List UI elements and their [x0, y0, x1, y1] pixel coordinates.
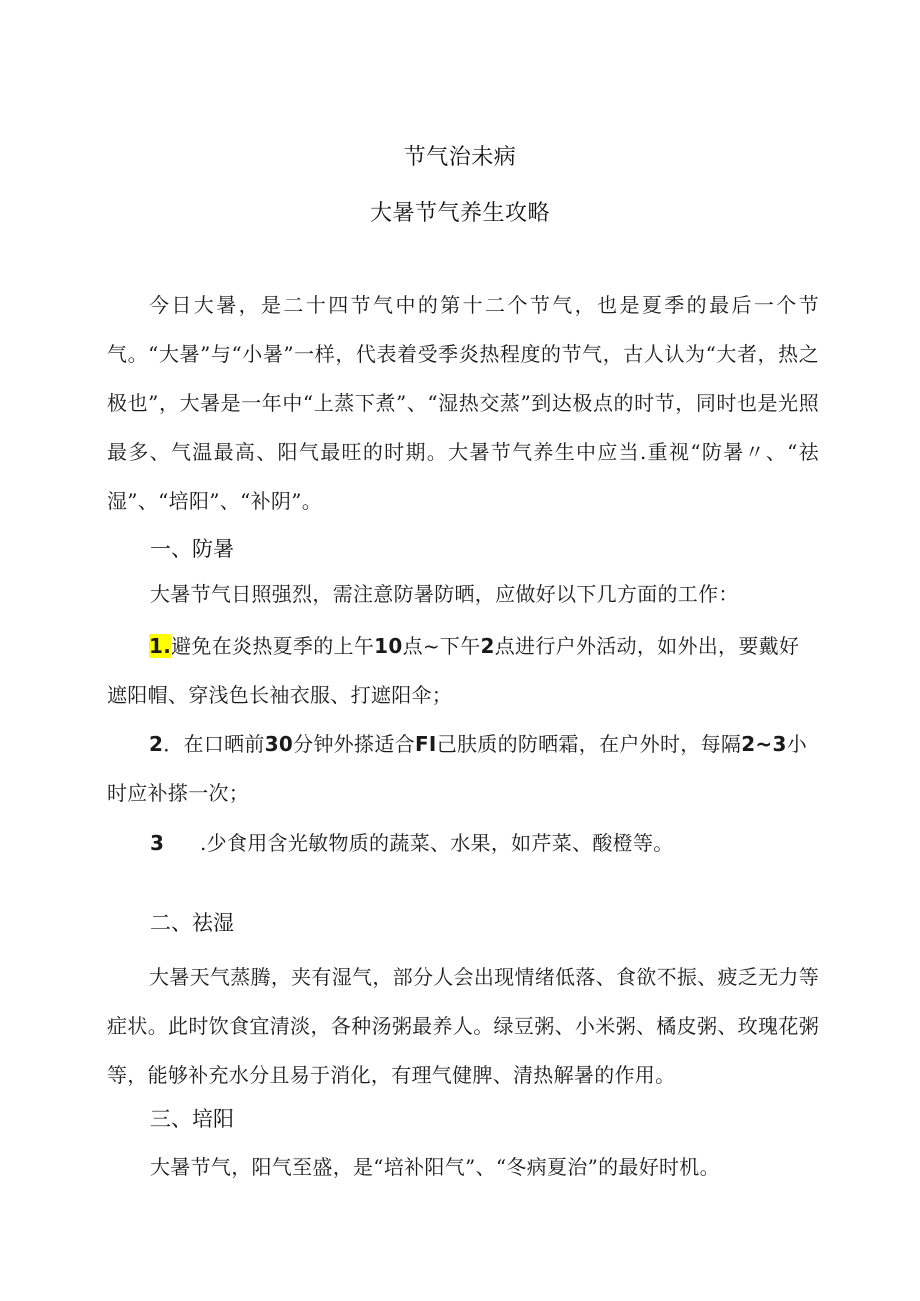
- list-item-2-text-b: 分钟外搽适合: [293, 732, 415, 756]
- intro-paragraph: 今日大暑，是二十四节气中的第十二个节气，也是夏季的最后一个节气。“大暑”与“小暑”一样，代表着受季炎热程度的节气，古人认为“大者，热之极也”，大暑是一年中“上蒸下煮”、“湿热交蒸”到达极点的时节，同时也是光照最多、气温最高、阳气最旺的时期。大暑节气养生中应当.重视“防暑〃、“祛湿”、“培阳”、“补阴”。: [107, 293, 819, 513]
- section2-paragraph: 大暑天气蒸腾，夹有湿气，部分人会出现情绪低落、食欲不振、疲乏无力等症状。此时饮食宜清淡，各种汤粥最养人。绿豆粥、小米粥、橘皮粥、玫瑰花粥等，能够补充水分且易于消化，有理气健脾、清热解暑的作用。: [107, 965, 819, 1087]
- list-item-1-number-b: 2: [480, 634, 495, 658]
- list-item-1-text-a: 避免在炎热夏季的上午: [171, 634, 375, 658]
- list-number-2: 2: [149, 732, 164, 756]
- list-item-1-text-b: 点~下午: [402, 634, 481, 658]
- section-heading-qushi: 二、祛湿: [150, 911, 234, 935]
- list-item-1: [107, 622, 819, 720]
- list-item-2-number-c: 2~3: [741, 732, 787, 756]
- list-item-2-text-d: 小时应补搽一次；: [107, 732, 807, 805]
- list-item-3-text: .少食用含光敏物质的蔬菜、水果，如芹菜、酸橙等。: [200, 831, 674, 855]
- document-subtitle: 大暑节气养生攻略: [369, 201, 550, 226]
- list-item-1-number-a: 10: [374, 634, 403, 658]
- list-number-1: 1.: [149, 634, 172, 658]
- section-heading-fangshu: 一、防暑: [150, 537, 234, 561]
- list-item-2-text-c: 己肤质的防晒霜，在户外时，每隔: [436, 732, 742, 756]
- section-heading-peiyang: 三、培阳: [150, 1107, 234, 1131]
- list-number-3: 3: [150, 831, 165, 855]
- list-item-1-text-c: 点进行户外活动，如外出，要戴好遮阳帽、穿浅色长袖衣服、打遮阳伞；: [107, 634, 800, 707]
- list-item-2-text-a: ．在口晒前: [163, 732, 265, 756]
- document-title: 节气治未病: [403, 145, 517, 170]
- section3-paragraph: 大暑节气，阳气至盛，是“培补阳气”、“冬病夏治”的最好时机。: [150, 1155, 720, 1179]
- section1-lead-text: 大暑节气日照强烈，需注意防暑防晒，应做好以下几方面的工作：: [150, 582, 739, 606]
- list-item-2-number-a: 30: [264, 732, 294, 756]
- list-item-2: [107, 720, 819, 818]
- list-item-3: [150, 829, 820, 857]
- list-item-2-number-b: FI: [414, 732, 437, 756]
